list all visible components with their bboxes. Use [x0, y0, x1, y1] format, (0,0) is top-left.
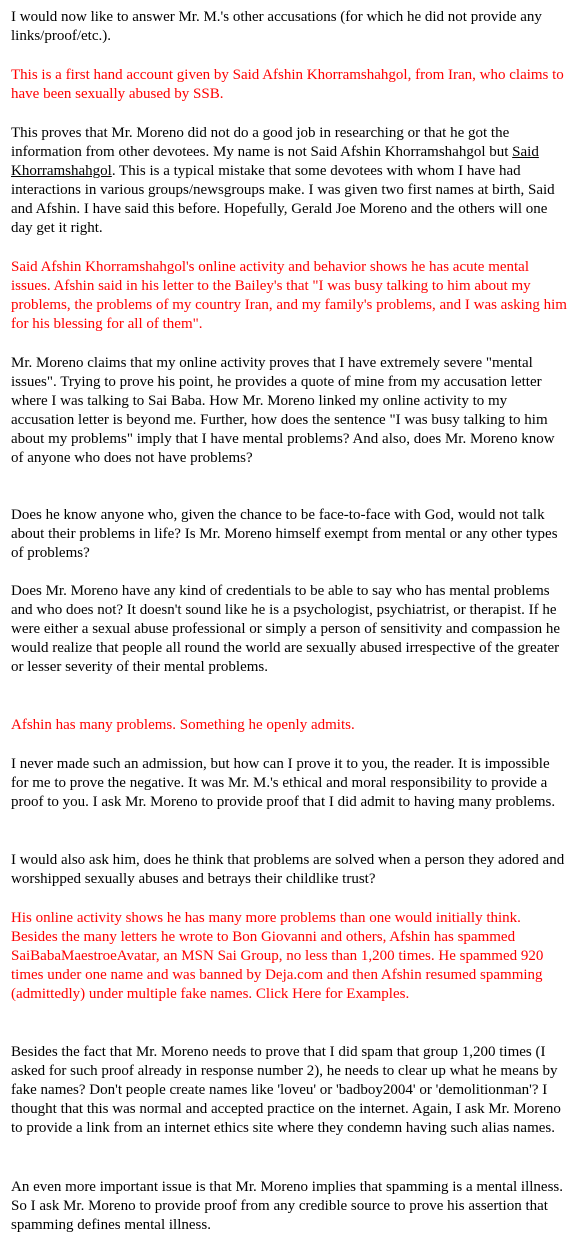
- response-spamming-mental-illness: An even more important issue is that Mr. Moreno implies that spamming is a mental illness. So I ask Mr. Moreno to provide proof from any credible source to prove his assertion that spamming defines mental illness.: [11, 1179, 564, 1233]
- correct-name-underlined: Said Khorramshahgol: [11, 144, 539, 179]
- response-problems-solved: I would also ask him, does he think that problems are solved when a person they adored and worshipped sexually abuses and betrays their childlike trust?: [11, 852, 565, 887]
- response-name-correction: [11, 124, 567, 238]
- response-admission: I never made such an admission, but how can I prove it to you, the reader. It is impossible for me to prove the negative. It was Mr. M.'s ethical and moral responsibility to provide a proof to you. I ask Mr. Moreno to provide proof that I did admit to having many problems.: [11, 756, 556, 810]
- response-name-text-before: This proves that Mr. Moreno did not do a good job in researching or that he got the information from other devotees. My name is not Said Afshin Khorramshahgol but: [11, 125, 513, 160]
- response-name-text-after: . This is a typical mistake that some devotees with whom I have had interactions in various groups/newsgroups make. I was given two first names at birth, Said and Afshin. I have said this before. Hopefully, Gerald Joe Moreno and the others will one day get it right.: [11, 163, 555, 236]
- intro-paragraph: I would now like to answer Mr. M.'s other accusations (for which he did not provide any links/proof/etc.).: [11, 9, 542, 44]
- response-credentials: Does Mr. Moreno have any kind of credentials to be able to say who has mental problems and who does not? It doesn't sound like he is a psychologist, psychiatrist, or therapist. If he were either a sexual abuse professional or simply a person of sensitivity and compassion he would realize that people all round the world are sexually abused irrespective of the greater or lesser severity of their mental problems.: [11, 583, 561, 675]
- quoted-claim-many-problems: Afshin has many problems. Something he openly admits.: [11, 717, 355, 733]
- quoted-claim-mental-issues: Said Afshin Khorramshahgol's online activity and behavior shows he has acute mental issues. Afshin said in his letter to the Bailey's that "I was busy talking to him about my problems, the problems of my country Iran, and my family's problems, and I was asking him for his blessing for all of them".: [11, 259, 567, 332]
- response-face-to-face-with-god: Does he know anyone who, given the chance to be face-to-face with God, would not talk about their problems in life? Is Mr. Moreno himself exempt from mental or any other types of problems?: [11, 507, 558, 561]
- response-mental-issues: Mr. Moreno claims that my online activity proves that I have extremely severe "mental issues". Trying to prove his point, he provides a quote of mine from my accusation letter where I was talking to Sai Baba. How Mr. Moreno linked my online activity to my accusation letter is beyond me. Further, how does the sentence "I was busy talking to him about my problems" imply that I have mental problems? And also, does Mr. Moreno know of anyone who does not have problems?: [11, 355, 555, 466]
- quoted-claim-spamming: His online activity shows he has many more problems than one would initially think. Besides the many letters he wrote to Bon Giovanni and others, Afshin has spammed SaiBabaMaestroeAvatar, an MSN Sai Group, no less than 1,200 times. He spammed 920 times under one name and was banned by Deja.com and then Afshin resumed spamming (admittedly) under multiple fake names. Click Here for Examples.: [11, 910, 544, 1002]
- response-fake-names: Besides the fact that Mr. Moreno needs to prove that I did spam that group 1,200 times (I asked for such proof already in response number 2), he needs to clear up what he means by fake names? Don't people create names like 'loveu' or 'badboy2004' or 'demolitionman'? I thought that this was normal and accepted practice on the internet. Again, I ask Mr. Moreno to provide a link from an internet ethics site where they condemn having such alias names.: [11, 1044, 561, 1136]
- quoted-claim-first-hand-account: This is a first hand account given by Said Afshin Khorramshahgol, from Iran, who claims to have been sexually abused by SSB.: [11, 67, 564, 102]
